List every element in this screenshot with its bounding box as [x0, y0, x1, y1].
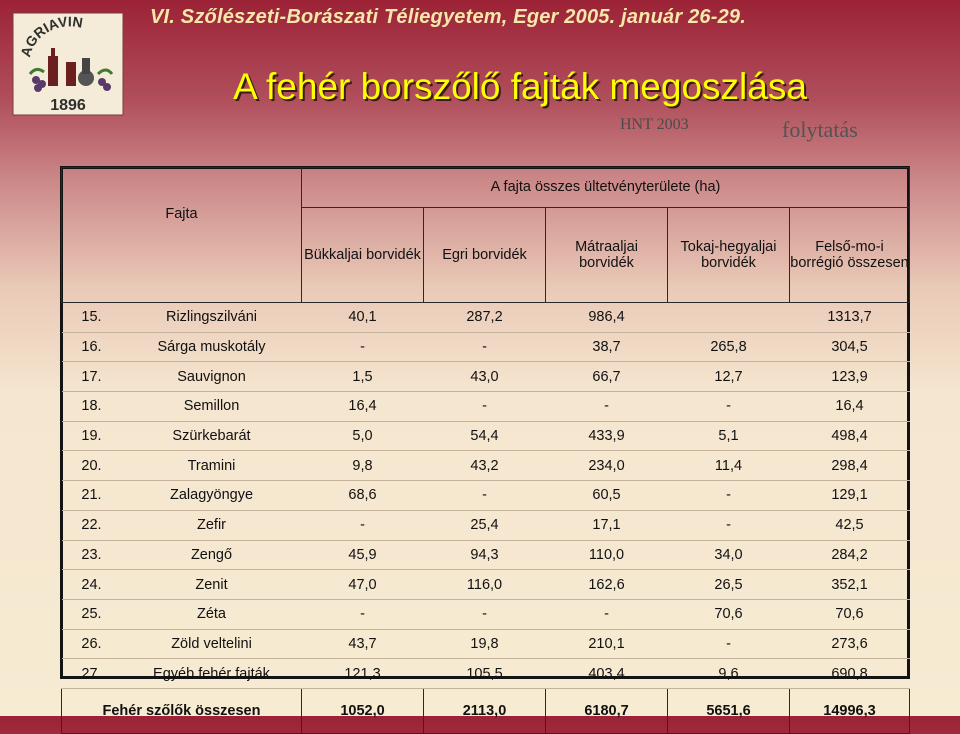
row-number: 25. — [62, 599, 122, 629]
area-value: 9,6 — [668, 659, 790, 689]
area-value: 60,5 — [546, 481, 668, 511]
area-value: 110,0 — [546, 540, 668, 570]
variety-name: Rizlingszilváni — [122, 303, 302, 333]
area-value: 234,0 — [546, 451, 668, 481]
total-tokaj: 5651,6 — [668, 688, 790, 733]
area-value: 210,1 — [546, 629, 668, 659]
area-value: 43,7 — [302, 629, 424, 659]
area-value: 5,1 — [668, 421, 790, 451]
area-value: 9,8 — [302, 451, 424, 481]
table-row — [62, 659, 910, 689]
col-header-matraaljai: Mátraaljai borvidék — [546, 207, 668, 302]
row-number: 20. — [62, 451, 122, 481]
area-value: 43,0 — [424, 362, 546, 392]
area-value: 11,4 — [668, 451, 790, 481]
area-value: 16,4 — [790, 392, 910, 422]
area-value: 287,2 — [424, 303, 546, 333]
area-value: 45,9 — [302, 540, 424, 570]
area-value: 42,5 — [790, 510, 910, 540]
area-value: - — [546, 392, 668, 422]
variety-name: Tramini — [122, 451, 302, 481]
area-value: 34,0 — [668, 540, 790, 570]
col-header-fajta: Fajta — [62, 168, 302, 303]
table-row — [62, 599, 910, 629]
area-value: - — [424, 481, 546, 511]
area-value: - — [668, 392, 790, 422]
variety-name: Zenit — [122, 570, 302, 600]
area-value: 304,5 — [790, 332, 910, 362]
table-row — [62, 629, 910, 659]
variety-name: Zefir — [122, 510, 302, 540]
table-row — [62, 362, 910, 392]
table-row — [62, 392, 910, 422]
area-value: - — [668, 481, 790, 511]
area-value: - — [668, 629, 790, 659]
table-row — [62, 332, 910, 362]
row-number: 27. — [62, 659, 122, 689]
area-value: 66,7 — [546, 362, 668, 392]
area-value: 265,8 — [668, 332, 790, 362]
col-header-bukkaljai: Bükkaljai borvidék — [302, 207, 424, 302]
table-row — [62, 540, 910, 570]
area-value: 70,6 — [668, 599, 790, 629]
table-row — [62, 451, 910, 481]
area-value: 25,4 — [424, 510, 546, 540]
area-value: 498,4 — [790, 421, 910, 451]
total-felso-mo: 14996,3 — [790, 688, 910, 733]
variety-name: Zöld veltelini — [122, 629, 302, 659]
area-value: 70,6 — [790, 599, 910, 629]
area-value: 116,0 — [424, 570, 546, 600]
table-row — [62, 303, 910, 333]
row-number: 15. — [62, 303, 122, 333]
table-row — [62, 570, 910, 600]
page-title: A fehér borszőlő fajták megoszlása — [233, 66, 807, 107]
area-value: 690,8 — [790, 659, 910, 689]
area-value: 54,4 — [424, 421, 546, 451]
total-matraaljai: 6180,7 — [546, 688, 668, 733]
hnt-label: HNT 2003 — [620, 116, 689, 133]
area-value: 40,1 — [302, 303, 424, 333]
variety-name: Sárga muskotály — [122, 332, 302, 362]
area-value: 94,3 — [424, 540, 546, 570]
variety-name: Zengő — [122, 540, 302, 570]
row-number: 17. — [62, 362, 122, 392]
grape-variety-table — [61, 167, 910, 734]
table-row — [62, 510, 910, 540]
area-value: 986,4 — [546, 303, 668, 333]
area-value: 433,9 — [546, 421, 668, 451]
area-value: 162,6 — [546, 570, 668, 600]
variety-name: Egyéb fehér fajták — [122, 659, 302, 689]
area-value: - — [424, 599, 546, 629]
area-value: - — [302, 599, 424, 629]
area-value: - — [424, 332, 546, 362]
variety-name: Semillon — [122, 392, 302, 422]
area-value: 47,0 — [302, 570, 424, 600]
area-value: 19,8 — [424, 629, 546, 659]
area-value: 273,6 — [790, 629, 910, 659]
area-value: 1,5 — [302, 362, 424, 392]
folytatas-label: folytatás — [782, 117, 858, 142]
row-number: 16. — [62, 332, 122, 362]
row-number: 21. — [62, 481, 122, 511]
table-row — [62, 481, 910, 511]
area-value: 12,7 — [668, 362, 790, 392]
area-value: 352,1 — [790, 570, 910, 600]
variety-name: Szürkebarát — [122, 421, 302, 451]
area-value: - — [546, 599, 668, 629]
row-number: 18. — [62, 392, 122, 422]
area-value: 298,4 — [790, 451, 910, 481]
col-header-felso-mo: Felső-mo-i borrégió összesen — [790, 207, 910, 302]
total-egri: 2113,0 — [424, 688, 546, 733]
group-header: A fajta összes ültetvényterülete (ha) — [302, 168, 910, 208]
row-number: 23. — [62, 540, 122, 570]
table-row — [62, 421, 910, 451]
area-value: - — [668, 510, 790, 540]
conference-header: VI. Szőlészeti-Borászati Téliegyetem, Eger 2005. január 26-29. — [150, 6, 746, 28]
area-value: 403,4 — [546, 659, 668, 689]
variety-name: Zéta — [122, 599, 302, 629]
row-number: 24. — [62, 570, 122, 600]
row-number: 22. — [62, 510, 122, 540]
row-number: 26. — [62, 629, 122, 659]
area-value: 123,9 — [790, 362, 910, 392]
area-value: 5,0 — [302, 421, 424, 451]
total-bukkaljai: 1052,0 — [302, 688, 424, 733]
logo-year: 1896 — [50, 97, 86, 114]
variety-name: Sauvignon — [122, 362, 302, 392]
total-label: Fehér szőlők összesen — [62, 688, 302, 733]
area-value: 43,2 — [424, 451, 546, 481]
area-value — [668, 303, 790, 333]
area-value: 38,7 — [546, 332, 668, 362]
area-value: - — [302, 510, 424, 540]
area-value: 17,1 — [546, 510, 668, 540]
area-value: 16,4 — [302, 392, 424, 422]
area-value: 1313,7 — [790, 303, 910, 333]
area-value: 121,3 — [302, 659, 424, 689]
col-header-egri: Egri borvidék — [424, 207, 546, 302]
area-value: - — [424, 392, 546, 422]
area-value: 105,5 — [424, 659, 546, 689]
row-number: 19. — [62, 421, 122, 451]
area-value: 129,1 — [790, 481, 910, 511]
area-value: 284,2 — [790, 540, 910, 570]
col-header-tokaj: Tokaj-hegyaljai borvidék — [668, 207, 790, 302]
logo-arc-text: AGRIAVIN — [17, 13, 84, 59]
area-value: 68,6 — [302, 481, 424, 511]
variety-name: Zalagyöngye — [122, 481, 302, 511]
area-value: 26,5 — [668, 570, 790, 600]
area-value: - — [302, 332, 424, 362]
